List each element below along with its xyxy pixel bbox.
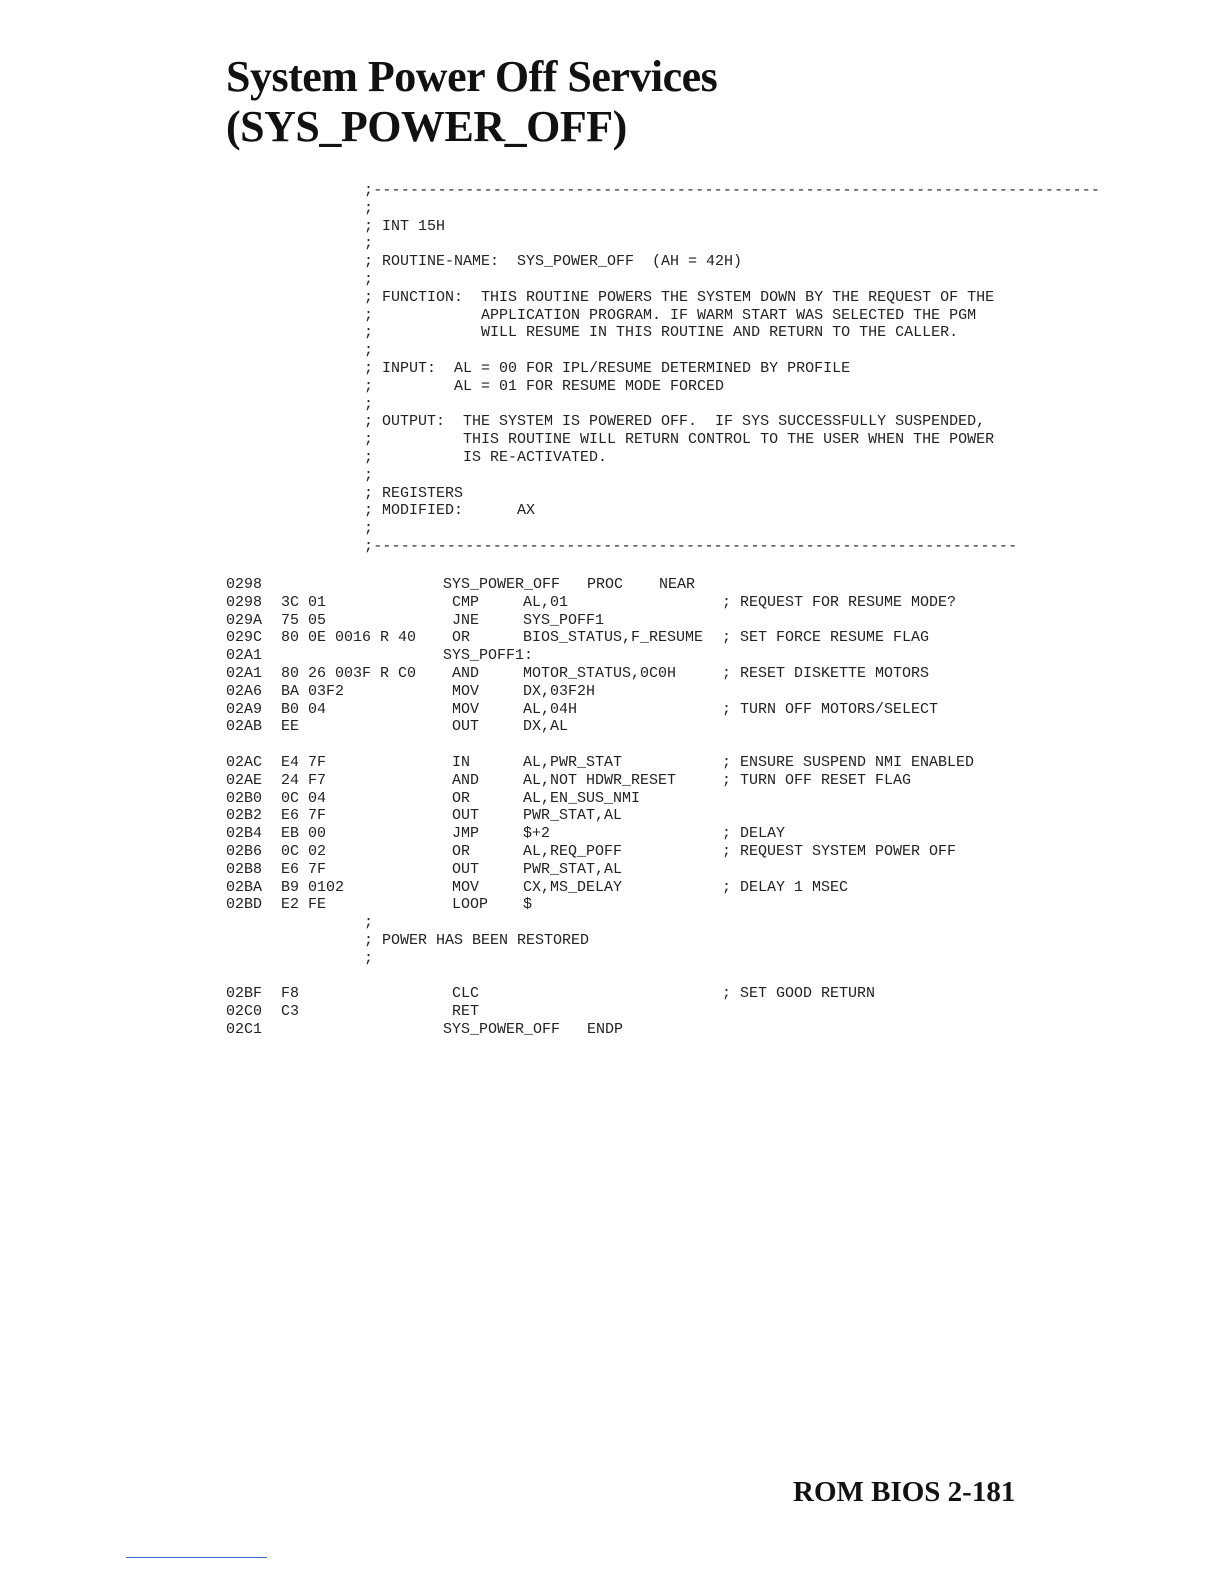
operand: SYS_POFF1: [523, 611, 605, 629]
page-title-line-2: (SYS_POWER_OFF): [226, 102, 627, 151]
header-comment-line: ;-------------------------------------------------------------------------------: [364, 182, 1101, 199]
address: 0298: [226, 576, 263, 593]
header-comment-line: ; REGISTERS: [364, 484, 464, 502]
mnemonic: OUT: [452, 860, 480, 878]
mnemonic: JNE: [452, 611, 480, 629]
mnemonic: MOV: [452, 878, 480, 896]
operand: AL,NOT HDWR_RESET: [523, 771, 677, 789]
object-code: B0 04: [281, 700, 327, 718]
address: 02B0: [226, 789, 263, 807]
mnemonic: MOV: [452, 682, 480, 700]
comment: ;: [364, 914, 374, 932]
object-code: E4 7F: [281, 753, 327, 771]
comment: ; RESET DISKETTE MOTORS: [722, 664, 930, 682]
comment: ; ENSURE SUSPEND NMI ENABLED: [722, 753, 975, 771]
address: 02C0: [226, 1003, 263, 1021]
header-comment-line: ; APPLICATION PROGRAM. IF WARM START WAS SELECTED THE PGM: [364, 306, 977, 324]
object-code: 0C 02: [281, 842, 327, 860]
mnemonic: RET: [452, 1003, 480, 1021]
address: 02B8: [226, 860, 263, 878]
mnemonic: LOOP: [452, 896, 489, 914]
header-comment-line: ;: [364, 235, 374, 253]
mnemonic: JMP: [452, 825, 480, 843]
mnemonic: AND: [452, 771, 480, 789]
object-code: B9 0102: [281, 878, 345, 896]
object-code: 0C 04: [281, 789, 327, 807]
header-comment-line: ;: [364, 520, 374, 538]
object-code: EE: [281, 718, 300, 736]
object-code: E6 7F: [281, 860, 327, 878]
comment: ; DELAY: [722, 825, 786, 843]
mnemonic: OR: [452, 629, 471, 647]
operand: PWR_STAT,AL: [523, 807, 623, 825]
operand: DX,AL: [523, 718, 569, 736]
mnemonic: AND: [452, 664, 480, 682]
header-comment-line: ; ROUTINE-NAME: SYS_POWER_OFF (AH = 42H): [364, 253, 743, 271]
object-code: 24 F7: [281, 771, 327, 789]
label: SYS_POWER_OFF PROC NEAR: [443, 576, 696, 593]
mnemonic: MOV: [452, 700, 480, 718]
operand: MOTOR_STATUS,0C0H: [523, 664, 677, 682]
footer-divider: [126, 1557, 267, 1558]
operand: CX,MS_DELAY: [523, 878, 623, 896]
header-comment-line: ;: [364, 395, 374, 413]
header-comment-line: ; AL = 01 FOR RESUME MODE FORCED: [364, 377, 725, 395]
address: 02AC: [226, 753, 263, 771]
address: 02B4: [226, 825, 263, 843]
object-code: E2 FE: [281, 896, 327, 914]
label: SYS_POFF1:: [443, 647, 534, 665]
comment: ; POWER HAS BEEN RESTORED: [364, 931, 590, 949]
object-code: F8: [281, 985, 300, 1003]
header-comment-line: ; INT 15H: [364, 217, 446, 235]
address: 02A6: [226, 682, 263, 700]
operand: BIOS_STATUS,F_RESUME: [523, 629, 704, 647]
address: 02A1: [226, 647, 263, 665]
header-comment-line: ; WILL RESUME IN THIS ROUTINE AND RETURN TO THE CALLER.: [364, 324, 959, 342]
header-comment-line: ;: [364, 466, 374, 484]
comment: ; REQUEST FOR RESUME MODE?: [722, 593, 957, 611]
address: 02C1: [226, 1020, 263, 1038]
address: 02BD: [226, 896, 263, 914]
operand: PWR_STAT,AL: [523, 860, 623, 878]
page-title: [226, 52, 717, 152]
comment: ; DELAY 1 MSEC: [722, 878, 849, 896]
mnemonic: OUT: [452, 718, 480, 736]
address: 02AE: [226, 771, 263, 789]
operand: AL,EN_SUS_NMI: [523, 789, 641, 807]
comment: ; SET GOOD RETURN: [722, 985, 876, 1003]
label: SYS_POWER_OFF ENDP: [443, 1020, 624, 1038]
mnemonic: OR: [452, 842, 471, 860]
header-comment-line: ;----------------------------------------------------------------------: [364, 537, 1018, 555]
operand: AL,PWR_STAT: [523, 753, 623, 771]
operand: AL,04H: [523, 700, 578, 718]
address: 02AB: [226, 718, 263, 736]
address: 029A: [226, 611, 263, 629]
address: 02B6: [226, 842, 263, 860]
address: 0298: [226, 593, 263, 611]
object-code: BA 03F2: [281, 682, 345, 700]
header-comment-line: ; MODIFIED: AX: [364, 502, 536, 520]
operand: $: [523, 896, 533, 914]
mnemonic: OR: [452, 789, 471, 807]
object-code: 3C 01: [281, 593, 327, 611]
header-comment-line: ;: [364, 270, 374, 288]
header-comment-line: ;: [364, 342, 374, 360]
comment: ; TURN OFF MOTORS/SELECT: [722, 700, 939, 718]
address: 02A9: [226, 700, 263, 718]
operand: AL,REQ_POFF: [523, 842, 623, 860]
address: 02A1: [226, 664, 263, 682]
operand: AL,01: [523, 593, 569, 611]
header-comment-line: ; OUTPUT: THE SYSTEM IS POWERED OFF. IF SYS SUCCESSFULLY SUSPENDED,: [364, 413, 986, 431]
comment: ; REQUEST SYSTEM POWER OFF: [722, 842, 957, 860]
mnemonic: IN: [452, 753, 471, 771]
address: 02B2: [226, 807, 263, 825]
header-comment-line: ;: [364, 199, 374, 217]
address: 029C: [226, 629, 263, 647]
object-code: EB 00: [281, 825, 327, 843]
header-comment-line: ; INPUT: AL = 00 FOR IPL/RESUME DETERMINED BY PROFILE: [364, 359, 851, 377]
comment: ;: [364, 949, 374, 967]
mnemonic: CLC: [452, 985, 480, 1003]
address: 02BA: [226, 878, 263, 896]
comment: ; SET FORCE RESUME FLAG: [722, 629, 930, 647]
header-comment-line: ; THIS ROUTINE WILL RETURN CONTROL TO THE USER WHEN THE POWER: [364, 431, 995, 449]
page-title-line-1: System Power Off Services: [226, 52, 718, 101]
routine-header-comment-block: [364, 182, 1100, 556]
address: 02BF: [226, 985, 263, 1003]
mnemonic: CMP: [452, 593, 480, 611]
page-footer: ROM BIOS 2-181: [793, 1476, 1016, 1508]
mnemonic: OUT: [452, 807, 480, 825]
operand: DX,03F2H: [523, 682, 596, 700]
object-code: C3: [281, 1003, 300, 1021]
comment: ; TURN OFF RESET FLAG: [722, 771, 912, 789]
header-comment-line: ; FUNCTION: THIS ROUTINE POWERS THE SYSTEM DOWN BY THE REQUEST OF THE: [364, 288, 995, 306]
object-code: 80 26 003F R C0: [281, 664, 417, 682]
header-comment-line: ; IS RE-ACTIVATED.: [364, 448, 608, 466]
object-code: E6 7F: [281, 807, 327, 825]
operand: $+2: [523, 825, 551, 843]
object-code: 80 0E 0016 R 40: [281, 629, 417, 647]
object-code: 75 05: [281, 611, 327, 629]
